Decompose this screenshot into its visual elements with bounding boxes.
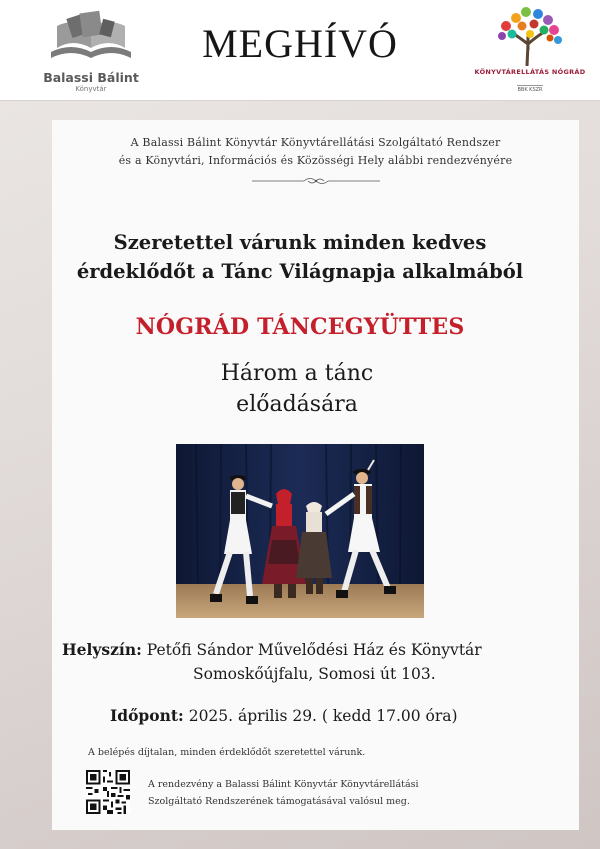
konyvtarellatas-logo [470, 4, 590, 96]
time-label: Időpont: [110, 706, 184, 725]
location-line-1 [62, 638, 542, 662]
location-venue: Petőfi Sándor Művelődési Ház és Könyvtár [146, 641, 482, 659]
welcome-line-1: Szeretettel várunk minden kedves [113, 231, 487, 254]
header [0, 0, 600, 101]
support-line-2: Szolgáltató Rendszerének támogatásával valósul meg. [148, 796, 410, 807]
library-book-icon [43, 8, 139, 64]
location-block [62, 638, 542, 686]
page-title: MEGHÍVÓ [202, 21, 398, 66]
invitation-card [52, 120, 579, 830]
konyvtarellatas-logo-name: KÖNYVTÁRELLÁTÁS NÓGRÁD [474, 68, 586, 76]
welcome-text [52, 228, 548, 286]
dance-photo [176, 444, 424, 618]
time-block [110, 706, 550, 725]
balassi-logo-name: Balassi Bálint [43, 70, 139, 85]
organizer-line-2: és a Könyvtári, Információs és Közösségi Hely alábbi rendezvényére [118, 154, 513, 167]
time-value: 2025. április 29. ( kedd 17.00 óra) [188, 707, 458, 725]
show-title-line-1: Három a tánc [220, 361, 374, 386]
support-note [148, 776, 548, 810]
location-address: Somoskőújfalu, Somosi út 103. [193, 665, 436, 683]
konyvtarellatas-logo-badge: BBK KSZR [517, 87, 543, 93]
balassi-logo [36, 8, 146, 94]
show-title [52, 358, 542, 420]
qr-code-icon[interactable] [86, 770, 130, 814]
location-label: Helyszín: [62, 640, 142, 659]
welcome-line-2: érdeklődőt a Tánc Világnapja alkalmából [76, 260, 524, 283]
entry-note: A belépés díjtalan, minden érdeklődőt szeretettel várunk. [88, 747, 366, 758]
tree-icon [490, 4, 570, 66]
support-line-1: A rendezvény a Balassi Bálint Könyvtár Könyvtárellátási [148, 779, 419, 790]
organizer-text [52, 134, 579, 170]
balassi-logo-sub: Könyvtár [75, 85, 107, 93]
organizer-line-1: A Balassi Bálint Könyvtár Könyvtárellátási Szolgáltató Rendszer [130, 136, 501, 149]
troupe-name: NÓGRÁD TÁNCEGYÜTTES [135, 314, 465, 340]
ornament-divider-icon [252, 176, 380, 186]
show-title-line-2: előadására [236, 392, 358, 417]
